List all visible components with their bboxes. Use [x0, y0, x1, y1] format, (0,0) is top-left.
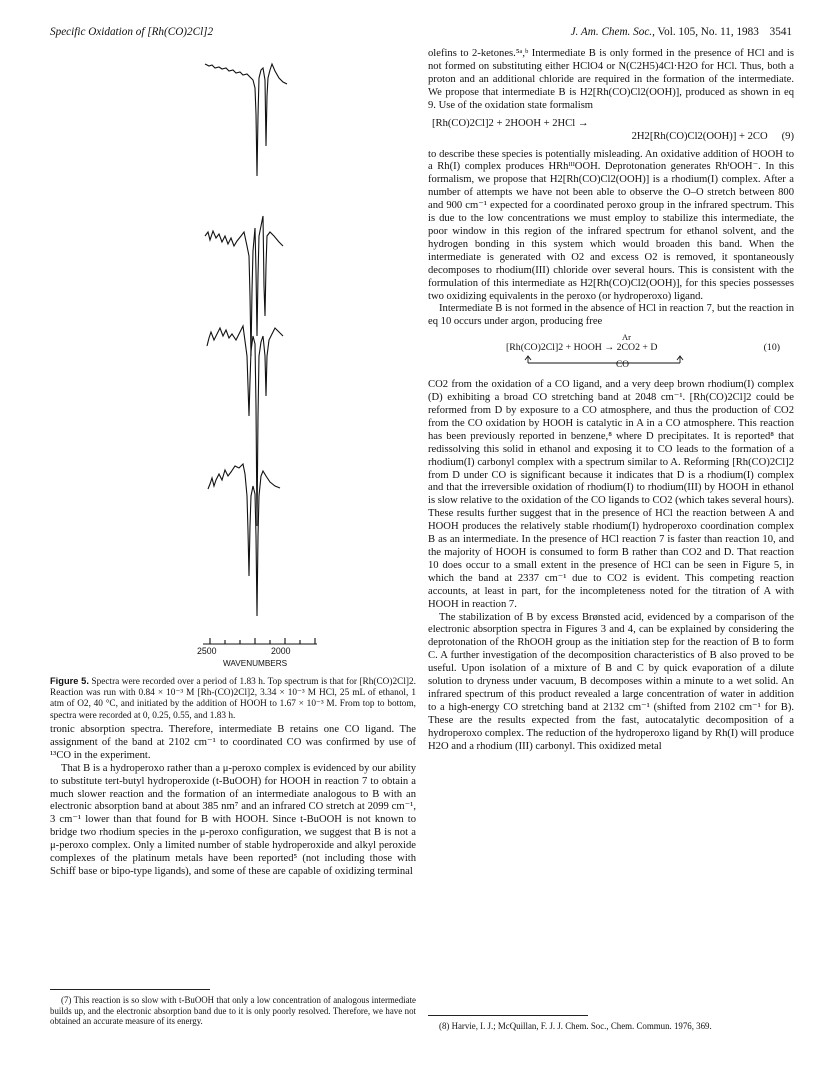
paragraph: Intermediate B is not formed in the absence of HCl in reaction 7, but the reaction in eq 10 occurs under argon, producing free [428, 303, 794, 328]
equation-9 [428, 117, 794, 143]
equation-10-return: CO [616, 360, 629, 371]
footnote-8 [428, 1021, 794, 1032]
footnote-text: (7) This reaction is so slow with t-BuOOH that only a low concentration of analogous intermediate builds up, and the electronic absorption band due to it is only poorly resolved. Therefore, we have not obtained an accurate measure of its energy. [50, 995, 416, 1027]
footnote-rule [50, 989, 210, 990]
paragraph: tronic absorption spectra. Therefore, intermediate B retains one CO ligand. The assignment of the band at 2102 cm⁻¹ to coordinated CO was confirmed by use of ¹³CO in the experiment. [50, 724, 416, 761]
spectrum-trace-1 [205, 64, 287, 176]
paragraph: The stabilization of B by excess Brønsted acid, evidenced by a comparison of the electronic absorption spectra in Figures 3 and 4, can be explained by considering the deprotonation of the RhOOH group as the initiation step for the reaction of B to form C. A further investigation of the decomposition characteristics of B also proved to be useful. Upon isolation of a mixture of B and C by quick evaporation of a dilute solution to dryness under vacuum, B decomposes within a minute to a wet solid. An infrared spectrum of this product revealed a large concentration of water in addition to a high-energy CO stretching band at 2132 cm⁻¹ (shifted from 2102 cm⁻¹ for B). These are the results expected from the fast, autocatalytic decomposition of a hydroperoxo complex. The reduction of the hydroperoxo ligand by Rh(I) will produce H2O and a rhodium (III) carbonyl. This oxidized metal [428, 611, 794, 752]
tick-label-2500: 2500 [197, 646, 217, 656]
equation-10-condition: Ar [622, 332, 631, 343]
left-column [50, 724, 416, 879]
footnote-text: (8) Harvie, I. J.; McQuillan, F. J. J. Chem. Soc., Chem. Commun. 1976, 369. [439, 1021, 712, 1031]
ir-spectra-figure [195, 56, 345, 656]
footnote-7 [50, 995, 416, 1027]
page-number: 3541 [769, 26, 792, 38]
spectrum-trace-3 [207, 326, 283, 526]
journal-volume: Vol. 105, No. 11, 1983 [657, 26, 759, 38]
equation-9-line-2: 2H2[Rh(CO)Cl2(OOH)] + 2CO [631, 130, 768, 142]
right-column [428, 48, 794, 754]
running-head-right [512, 26, 792, 38]
paragraph: to describe these species is potentially misleading. An oxidative addition of HOOH to a Rh(I) complex produces HRhᴵᴵᴵOOH. Deprotonation generates RhᴵOOH⁻. In this formalism, we propose that H2[Rh(CO)Cl2(OOH)] is a rhodium(I) complex. After a number of attempts we have not been able to observe the O–O stretch between 800 and 900 cm⁻¹ expected for a coordinated peroxo group in the infrared spectrum. This is due to the low concentrations we must employ to stabilize this intermediate, the poor window in this region of the infrared spectrum for ethanol solvent, and the hydrogen bonding in this system which would broaden this band. When the intermediate is generated with O2 and excess O2 is removed, it spontaneously decomposes to rhodium(III) chloride over several hours. This is consistent with the formulation of this intermediate as H2[Rh(CO)Cl2(OOH)], for this species possesses two oxidizing equivalents in the peroxo (or hydroperoxo) ligand. [428, 148, 794, 302]
journal-name: J. Am. Chem. Soc., [570, 26, 655, 38]
tick-label-2000: 2000 [271, 646, 291, 656]
equation-9-line-1: [Rh(CO)2Cl]2 + 2HOOH + 2HCl → [432, 117, 589, 129]
figure-label: Figure 5. [50, 676, 89, 686]
paragraph: That B is a hydroperoxo rather than a μ-peroxo complex is evidenced by our ability to substitute tert-butyl hydroperoxide (t-BuOOH) for HOOH in reaction 7 to obtain a much slower reaction and the formation of an intermediate analogous to B with an electronic absorption band at about 385 nm⁷ and an infrared CO stretch at 2099 cm⁻¹, 3 cm⁻¹ lower than that found for B with HOOH. Since t-BuOOH is not known to bridge two rhodium species in the μ-peroxo configuration, we suggest that B is not a μ-peroxo complex. Only a limited number of stable hydroperoxide and alkyl peroxide complexes of the platinum metals have been reported⁵ (not including those with Schiff base or bipo-type ligands), and some of these are capable of oxidizing terminal [50, 762, 416, 877]
figure-caption-text: Spectra were recorded over a period of 1.83 h. Top spectrum is that for [Rh(CO)2Cl]2. Reaction was run with 0.84 × 10⁻³ M [Rh-(CO)2Cl]2, 3.34 × 10⁻³ M HCl, 25 mL of ethanol, 1 atm of O2, 40 °C, and initiated by the addition of HOOH to 1.67 × 10⁻³ M. From top to bottom, spectra were recorded at 0, 0.25, 0.55, and 1.83 h. [50, 677, 416, 721]
paragraph: olefins to 2-ketones.⁵ᵃ,ᵇ Intermediate B is only formed in the presence of HCl and is not formed on substituting either HClO4 or N(C2H5)4Cl·H2O for HCl. Thus, both a proton and an additional chloride are required in the formation of the intermediate. We propose that intermediate B is H2[Rh(CO)Cl2(OOH)], produced as shown in eq 9. Use of the oxidation state formalism [428, 48, 794, 111]
spectrum-trace-4 [208, 464, 280, 616]
equation-9-number: (9) [781, 130, 794, 142]
footnote-rule [428, 1015, 588, 1016]
paragraph: CO2 from the oxidation of a CO ligand, and a very deep brown rhodium(I) complex (D) exhibiting a broad CO stretching band at 2048 cm⁻¹. [Rh(CO)2Cl]2 could be reformed from D by exposure to a CO atmosphere, and thus the production of CO2 from the CO oxidation by HOOH is catalytic in A in a CO atmosphere. This reaction has been previously reported in benzene,⁸ where D precipitates. It is reported⁸ that redissolving this solid in ethanol and exposing it to CO leads to the formation of a rhodium(I) carbonyl complex with a spectrum similar to A. Reforming [Rh(CO)2Cl]2 from D under CO is significant because it indicates that D is a rhodium(I) complex and that the irreversible oxidation of rhodium(I) to rhodium(III) by HOOH in ethanol is slow relative to the oxidation of the CO ligands to CO2 (which takes several hours). These results further suggest that in the presence of HCl the reaction between A and HOOH produces the relatively stable rhodium(I) hydroperoxo coordination complex B as an intermediate. In the presence of HCl reaction 7 is faster than reaction 10, and the majority of HOOH is consumed to form B rather than CO2 and D. That reaction 10 does occur to a small extent in the presence of HCl can be seen in Figure 5, in which the band at 2337 cm⁻¹ due to CO2 is evident. This competing reaction accounts, at least in part, for the incompleteness noted for the titration of A with HOOH in reaction 7. [428, 379, 795, 610]
equation-10-body: [Rh(CO)2Cl]2 + HOOH → 2CO2 + D [506, 342, 658, 354]
running-head-left: Specific Oxidation of [Rh(CO)2Cl]2 [50, 26, 214, 38]
equation-10-number: (10) [763, 342, 780, 354]
equation-10 [428, 331, 794, 373]
axis-label-wavenumbers: WAVENUMBERS [223, 659, 288, 668]
figure-caption [50, 676, 416, 722]
